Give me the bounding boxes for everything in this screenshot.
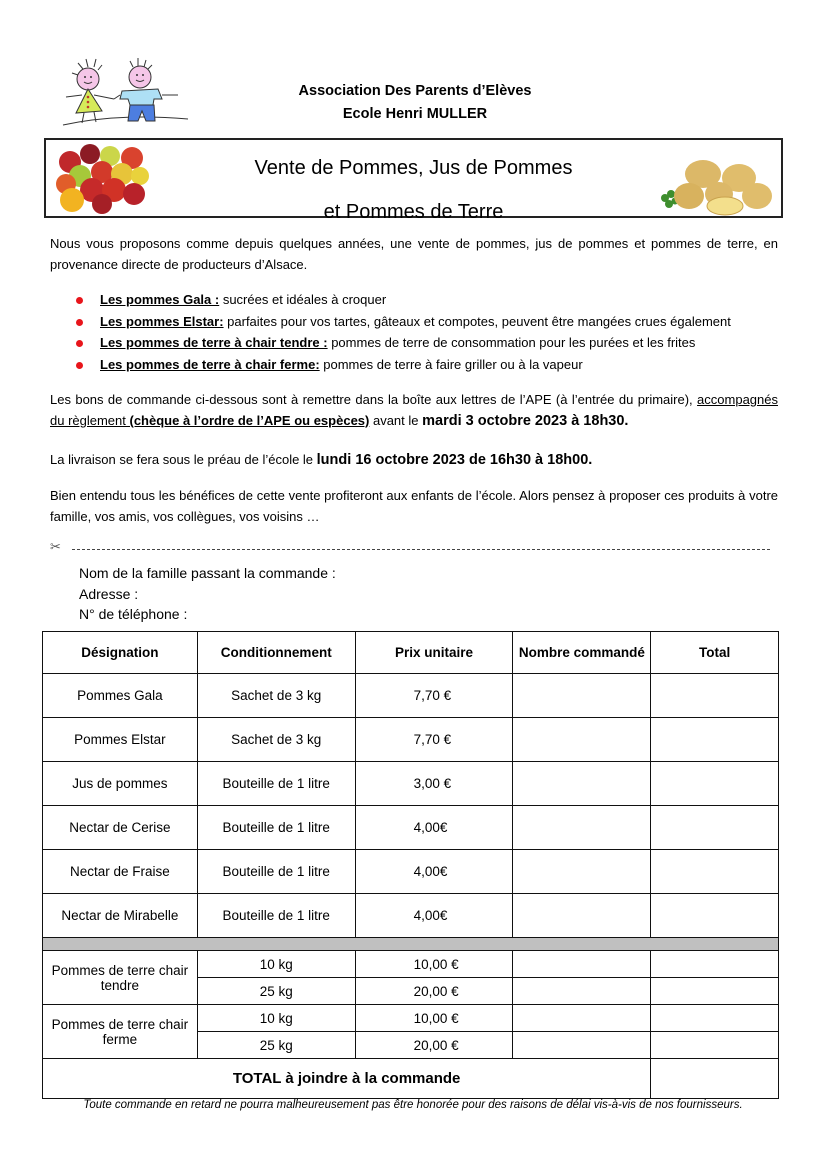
product-list — [76, 289, 786, 375]
sale-title — [176, 146, 651, 234]
packaging-cell: Bouteille de 1 litre — [197, 894, 355, 938]
quantity-cell[interactable] — [513, 850, 651, 894]
packaging-cell: Bouteille de 1 litre — [197, 762, 355, 806]
table-row — [43, 1005, 779, 1032]
table-row — [43, 850, 779, 894]
title-banner — [44, 138, 783, 223]
delivery-info — [50, 449, 778, 471]
bullet-icon — [76, 340, 83, 347]
price-cell: 10,00 € — [355, 951, 513, 978]
closing-paragraph: Bien entendu tous les bénéfices de cette vente profiteront aux enfants de l’école. Alors pensez à proposer ces produits à votre famille, vos amis, vos collègues, vos voisins … — [50, 488, 778, 524]
quantity-cell[interactable] — [513, 762, 651, 806]
header-unit-price: Prix unitaire — [355, 632, 513, 674]
packaging-cell: 25 kg — [197, 1032, 355, 1059]
quantity-cell[interactable] — [513, 718, 651, 762]
bullet-text: pommes de terre de consommation pour les purées et les frites — [327, 335, 696, 350]
potatoes-icon — [653, 154, 773, 216]
quantity-cell[interactable] — [513, 674, 651, 718]
header-quantity: Nombre commandé — [513, 632, 651, 674]
table-row — [43, 674, 779, 718]
table-row — [43, 951, 779, 978]
family-name-field[interactable]: Nom de la famille passant la commande : — [79, 565, 336, 581]
designation-cell: Pommes Gala — [43, 674, 198, 718]
total-label: TOTAL à joindre à la commande — [43, 1059, 651, 1099]
list-item-elstar — [76, 311, 786, 333]
bullet-icon — [76, 362, 83, 369]
designation-cell: Pommes de terre chair tendre — [43, 951, 198, 1005]
price-cell: 10,00 € — [355, 1005, 513, 1032]
organization-header — [240, 80, 590, 126]
payment-text: accompagnés du règlement — [50, 392, 778, 428]
org-name: Association Des Parents d’Elèves — [298, 83, 532, 99]
packaging-cell: 25 kg — [197, 978, 355, 1005]
header-total: Total — [651, 632, 779, 674]
order-instructions — [50, 389, 778, 432]
list-item-firm-potatoes — [76, 354, 786, 376]
list-item-gala — [76, 289, 786, 311]
total-cell[interactable] — [651, 951, 779, 978]
total-cell[interactable] — [651, 674, 779, 718]
total-cell[interactable] — [651, 1032, 779, 1059]
total-cell[interactable] — [651, 718, 779, 762]
price-cell: 7,70 € — [355, 718, 513, 762]
total-cell[interactable] — [651, 762, 779, 806]
total-row — [43, 1059, 779, 1099]
quantity-cell[interactable] — [513, 1005, 651, 1032]
header-designation: Désignation — [43, 632, 198, 674]
deadline: mardi 3 octobre 2023 à 18h30. — [422, 413, 629, 429]
table-row — [43, 894, 779, 938]
total-cell[interactable] — [651, 850, 779, 894]
designation-cell: Nectar de Fraise — [43, 850, 198, 894]
cut-line — [50, 541, 770, 557]
price-cell: 20,00 € — [355, 1032, 513, 1059]
designation-cell: Pommes Elstar — [43, 718, 198, 762]
address-field[interactable]: Adresse : — [79, 585, 139, 602]
grey-separator — [43, 938, 779, 951]
total-cell[interactable] — [651, 978, 779, 1005]
total-cell[interactable] — [651, 1005, 779, 1032]
scissors-icon: ✂ — [50, 539, 61, 554]
children-logo-icon — [58, 55, 193, 130]
packaging-cell: Sachet de 3 kg — [197, 674, 355, 718]
designation-cell: Jus de pommes — [43, 762, 198, 806]
bullet-text: parfaites pour vos tartes, gâteaux et compotes, peuvent être mangées crues également — [223, 313, 731, 329]
order-text: Les bons de commande ci-dessous sont à remettre dans la boîte aux lettres de l’APE (à l’entrée du primaire), — [50, 392, 698, 407]
quantity-cell[interactable] — [513, 894, 651, 938]
footnote: Toute commande en retard ne pourra malheureusement pas être honorée pour des raisons de délai vis-à-vis de nos fournisseurs. — [83, 1099, 743, 1111]
separator-row — [43, 938, 779, 951]
header-packaging: Conditionnement — [197, 632, 355, 674]
packaging-cell: 10 kg — [197, 951, 355, 978]
quantity-cell[interactable] — [513, 1032, 651, 1059]
delivery-datetime: lundi 16 octobre 2023 de 16h30 à 18h00. — [316, 452, 593, 468]
school-name: Ecole Henri MULLER — [342, 106, 488, 122]
total-cell[interactable] — [651, 894, 779, 938]
bullet-label: Les pommes de terre à chair ferme: — [100, 356, 320, 372]
packaging-cell: Bouteille de 1 litre — [197, 806, 355, 850]
title-line-2: et Pommes de Terre — [323, 201, 504, 223]
table-row — [43, 718, 779, 762]
quantity-cell[interactable] — [513, 978, 651, 1005]
price-cell: 4,00€ — [355, 806, 513, 850]
delivery-text: La livraison se fera sous le préau de l’école le — [50, 452, 317, 467]
grand-total-cell[interactable] — [651, 1059, 779, 1099]
packaging-cell: Bouteille de 1 litre — [197, 850, 355, 894]
bullet-text: sucrées et idéales à croquer — [219, 292, 387, 307]
quantity-cell[interactable] — [513, 951, 651, 978]
price-cell: 20,00 € — [355, 978, 513, 1005]
designation-cell: Pommes de terre chair ferme — [43, 1005, 198, 1059]
bullet-label: Les pommes de terre à chair tendre : — [100, 335, 328, 350]
dashed-divider — [72, 549, 770, 550]
designation-cell: Nectar de Cerise — [43, 806, 198, 850]
order-table — [42, 631, 779, 1099]
apples-icon — [52, 144, 150, 214]
title-line-1: Vente de Pommes, Jus de Pommes — [254, 157, 573, 179]
total-cell[interactable] — [651, 806, 779, 850]
table-row — [43, 806, 779, 850]
price-cell: 3,00 € — [355, 762, 513, 806]
list-item-tender-potatoes — [76, 332, 786, 354]
price-cell: 4,00€ — [355, 894, 513, 938]
table-row — [43, 762, 779, 806]
quantity-cell[interactable] — [513, 806, 651, 850]
price-cell: 7,70 € — [355, 674, 513, 718]
customer-fields — [79, 563, 336, 625]
bullet-label: Les pommes Gala : — [100, 292, 220, 307]
packaging-cell: Sachet de 3 kg — [197, 718, 355, 762]
intro-paragraph: Nous vous proposons comme depuis quelques années, une vente de pommes, jus de pommes et pommes de terre, en provenance directe de producteurs d’Alsace. — [50, 236, 778, 272]
bullet-icon — [76, 297, 83, 304]
table-header-row — [43, 632, 779, 674]
before-text: avant le — [369, 413, 423, 428]
packaging-cell: 10 kg — [197, 1005, 355, 1032]
bullet-label: Les pommes Elstar: — [100, 313, 224, 329]
phone-field[interactable]: N° de téléphone : — [79, 606, 188, 622]
bullet-icon — [76, 319, 83, 326]
bullet-text: pommes de terre à faire griller ou à la vapeur — [319, 356, 583, 372]
payment-method: (chèque à l’ordre de l’APE ou espèces) — [129, 413, 370, 428]
designation-cell: Nectar de Mirabelle — [43, 894, 198, 938]
price-cell: 4,00€ — [355, 850, 513, 894]
